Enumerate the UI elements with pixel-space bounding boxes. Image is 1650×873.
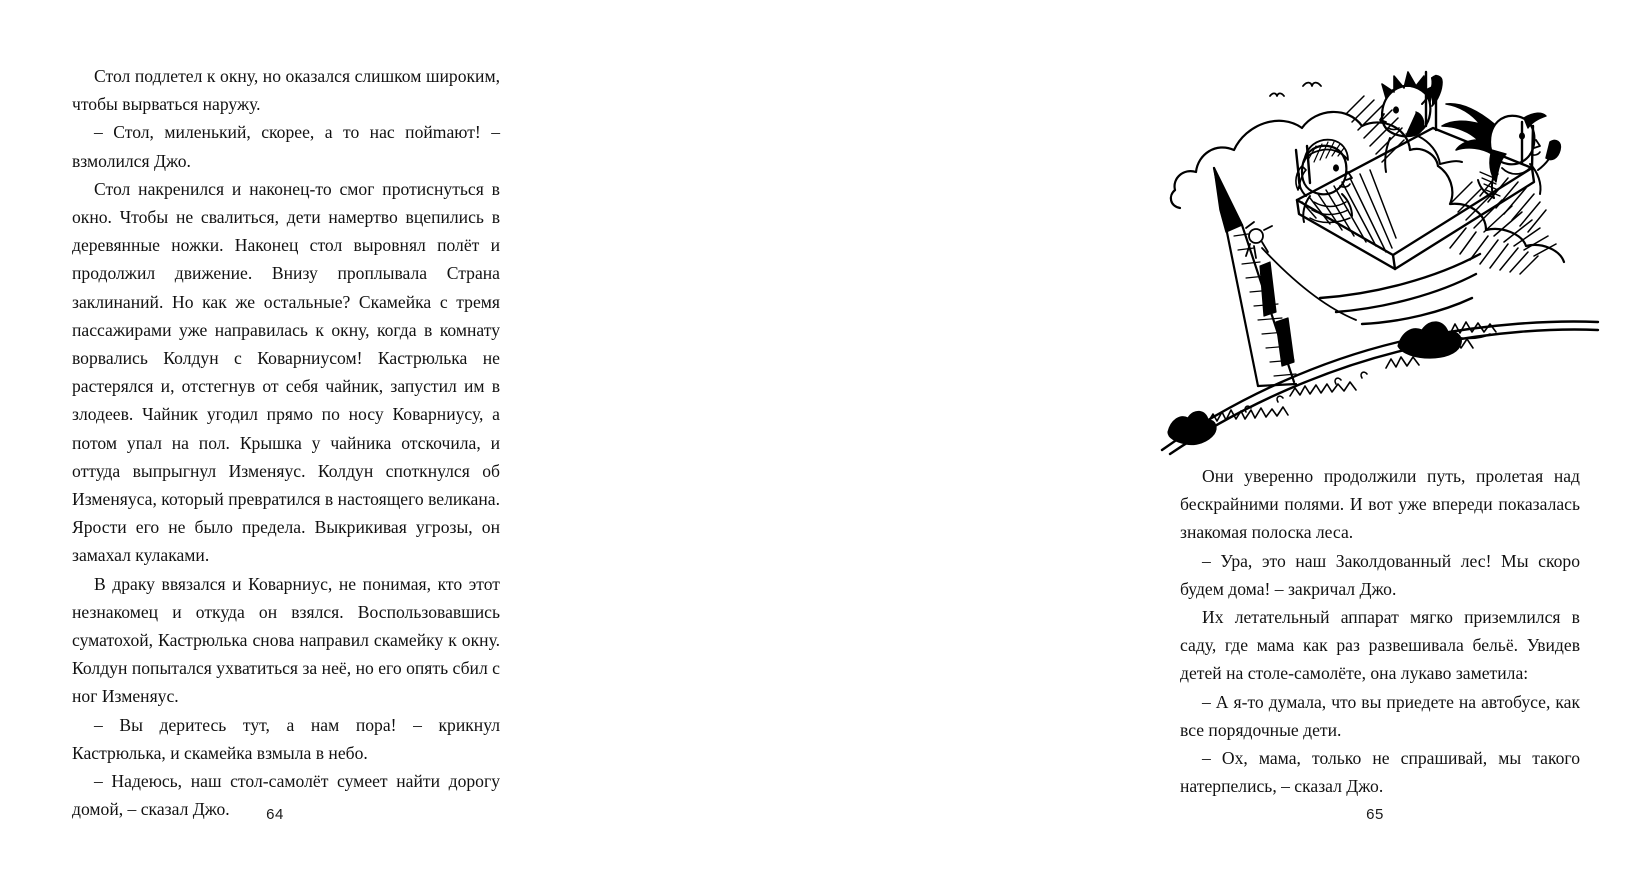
left-page-body-text bbox=[72, 62, 500, 823]
paragraph: – Вы деритесь тут, а нам пора! – крикнул Кастрюлька, и скамейка взмыла в небо. bbox=[72, 714, 500, 763]
paragraph: – Надеюсь, наш стол-самолёт сумеет найти дорогу домой, – сказал Джо. bbox=[72, 771, 500, 820]
bird-icon bbox=[1270, 93, 1284, 96]
boy-light-hair-figure bbox=[1296, 140, 1352, 223]
bird-icon bbox=[1303, 83, 1321, 86]
tower-spire bbox=[1214, 168, 1296, 386]
paragraph: – А я-то думала, что вы приедете на автобусе, как все порядочные дети. bbox=[1180, 691, 1580, 740]
paragraph: – Стол, миленький, скорее, а то нас пойmают! – взмолился Джо. bbox=[72, 122, 500, 171]
paragraph: Стол подлетел к окну, но оказался слишком широким, чтобы вырваться наружу. bbox=[72, 66, 500, 115]
hillside bbox=[1162, 322, 1598, 454]
tower-figure bbox=[1246, 222, 1272, 258]
right-page-body-text bbox=[1180, 462, 1580, 800]
paragraph: Стол накренился и наконец-то смог протиснуться в окно. Чтобы не свалиться, дети намертво вцепились в деревянные ножки. Наконец стол выровнял полёт и продолжил движение. Внизу проплывала Страна заклинаний. Но как же остальные? Скамейка с тремя пассажирами уже направилась к окну, когда в комнату ворвались Колдун с Коварниусом! Кастрюлька не растерялся и, отстегнув от себя чайник, запустил им в злодеев. Чайник угодил прямо по носу Коварниусу, а потом упал на пол. Крышка у чайника отскочила, и оттуда выпрыгнул Изменяус. Колдун споткнулся об Изменяуса, который превратился в настоящего великана. Ярости его не было предела. Выкрикивая угрозы, он замахал кулаками. bbox=[72, 178, 500, 566]
page-number-right: 65 bbox=[1366, 806, 1384, 823]
cloud-edge-hatching bbox=[1450, 228, 1538, 274]
page-number-left: 64 bbox=[266, 806, 284, 823]
paragraph: Они уверенно продолжили путь, пролетая над бескрайними полями. И вот уже впереди показалась знакомая полоска леса. bbox=[1180, 466, 1580, 543]
table-shading-right bbox=[1480, 174, 1546, 232]
paragraph: Их летательный аппарат мягко приземлился в саду, где мама как раз развешивала бельё. Увидев детей на столе-самолёте, она лукаво заметила: bbox=[1180, 607, 1580, 684]
paragraph: В драку ввязался и Коварниус, не понимая, кто этот незнакомец и откуда он взялся. Воспользовавшись суматохой, Кастрюлька снова направил скамейку к окну. Колдун попытался ухватиться за неё, но его опять сбил с ног Изменяус. bbox=[72, 573, 500, 707]
paragraph: – Ох, мама, только не спрашивай, мы такого натерпелись, – сказал Джо. bbox=[1180, 748, 1580, 797]
illustration-flying-table bbox=[1150, 50, 1600, 460]
right-page bbox=[550, 0, 1580, 873]
left-page bbox=[0, 0, 550, 873]
girl-long-hair-figure bbox=[1442, 104, 1560, 198]
bush-dark bbox=[1168, 322, 1461, 445]
paragraph: – Ура, это наш Заколдованный лес! Мы скоро будем дома! – закричал Джо. bbox=[1180, 550, 1580, 599]
